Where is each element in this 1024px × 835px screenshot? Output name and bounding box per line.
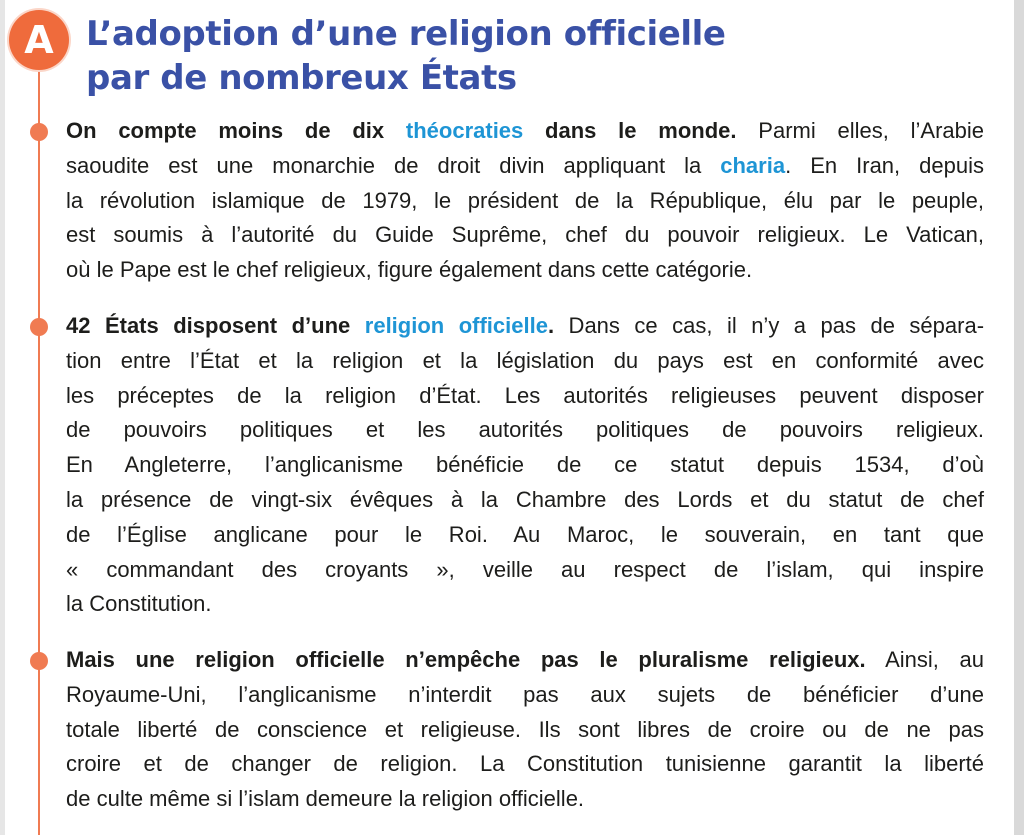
page-left-edge (0, 0, 5, 835)
body-text: Parmi elles, l’Arabie (736, 118, 985, 143)
body-text: Ainsi, au (865, 647, 984, 672)
lead-text: 42 États disposent d’une (66, 313, 365, 338)
term-religion-officielle: religion officielle (364, 313, 548, 338)
section-title (86, 12, 966, 100)
term-theocraties: théocraties (405, 118, 524, 143)
text-line: tion entre l’État et la religion et la législation du pays est en conformité avec (66, 347, 984, 373)
bullet-dot-3 (30, 652, 48, 670)
section-title-line-2: par de nombreux États (86, 58, 517, 98)
lead-text-end: dans le monde. (523, 118, 737, 143)
paragraph-theocraties (66, 114, 984, 288)
text-line: En Angleterre, l’anglicanisme bénéficie de ce statut depuis 1534, d’où (66, 452, 984, 478)
text-line (66, 114, 984, 149)
text-line: de culte même si l’islam demeure la religion officielle. (66, 786, 585, 812)
lead-text-end: . (547, 313, 555, 338)
page-right-edge (1014, 0, 1024, 835)
text-line: Royaume-Uni, l’anglicanisme n’interdit pas aux sujets de bénéficier d’une (66, 681, 984, 707)
paragraph-religion-officielle (66, 309, 984, 622)
text-line: « commandant des croyants », veille au respect de l’islam, qui inspire (66, 556, 984, 582)
text-line: la Constitution. (66, 591, 212, 617)
term-charia: charia (720, 152, 786, 178)
paragraph-pluralisme (66, 643, 984, 817)
body-text: Dans ce cas, il n’y a pas de sépara- (554, 313, 985, 338)
section-title-line-1: L’adoption d’une religion officielle (86, 14, 726, 54)
bullet-dot-2 (30, 318, 48, 336)
text-line: croire et de changer de religion. La Constitution tunisienne garantit la liberté (66, 751, 984, 777)
body-text: . En Iran, depuis (785, 152, 984, 178)
text-line: la présence de vingt-six évêques à la Chambre des Lords et du statut de chef (66, 486, 984, 512)
text-line: de l’Église anglicane pour le Roi. Au Maroc, le souverain, en tant que (66, 521, 984, 547)
section-badge: A (9, 10, 69, 70)
text-line (66, 309, 984, 344)
timeline-line (38, 44, 40, 835)
text-line: où le Pape est le chef religieux, figure également dans cette catégorie. (66, 257, 753, 283)
text-line (66, 149, 984, 184)
text-line: les préceptes de la religion d’État. Les autorités religieuses peuvent disposer (66, 382, 984, 408)
lead-text: Mais une religion officielle n’empêche pas le pluralisme religieux. (66, 647, 866, 672)
text-line: de pouvoirs politiques et les autorités politiques de pouvoirs religieux. (66, 417, 984, 443)
lead-text: On compte moins de dix (66, 118, 406, 143)
bullet-dot-1 (30, 123, 48, 141)
text-line: est soumis à l’autorité du Guide Suprême, chef du pouvoir religieux. Le Vatican, (66, 222, 984, 248)
text-line: totale liberté de conscience et religieuse. Ils sont libres de croire ou de ne pas (66, 716, 984, 742)
text-line: la révolution islamique de 1979, le président de la République, élu par le peuple, (66, 187, 984, 213)
body-text: saoudite est une monarchie de droit divin appliquant la (66, 152, 721, 178)
text-line (66, 643, 984, 678)
